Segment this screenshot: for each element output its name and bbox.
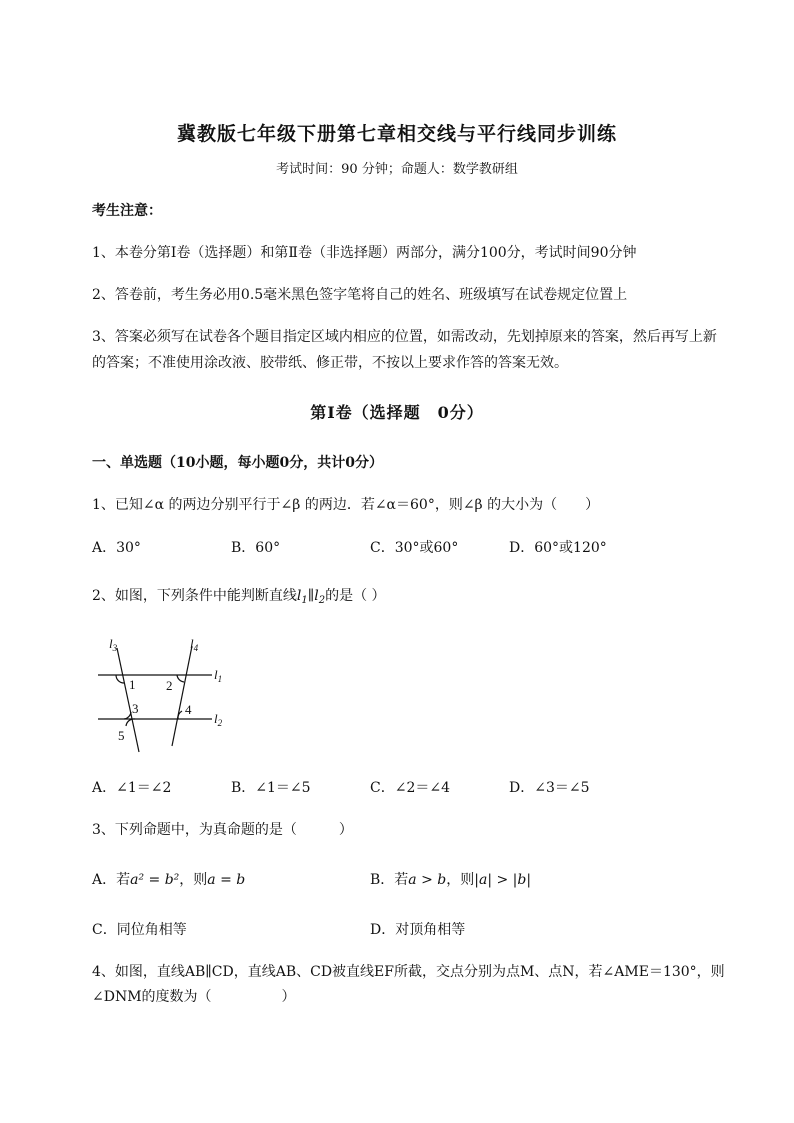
angle-arc-3	[124, 712, 131, 719]
q3-option-a-prefix: A．若	[92, 872, 131, 888]
q2-l1-sub: 1	[301, 595, 308, 606]
q2-parallel: ∥	[307, 588, 315, 604]
q3-option-b-mid: ，则	[446, 872, 475, 888]
q1-option-b[interactable]: B．60°	[231, 540, 281, 556]
q2-stem-prefix: 2、如图，下列条件中能判断直线	[92, 588, 297, 604]
notice-item-1: 1、本卷分第Ⅰ卷（选择题）和第Ⅱ卷（非选择题）两部分，满分100分，考试时间90分钟	[92, 245, 637, 261]
angle-label-2: 2	[166, 678, 173, 693]
label-l1: $l_1$	[214, 667, 223, 684]
q3-stem: 3、下列命题中，为真命题的是（ ）	[92, 822, 353, 838]
q2-l2: l	[314, 588, 319, 604]
notice-item-3-cont: 的答案；不准使用涂改液、胶带纸、修正带，不按以上要求作答的答案无效。	[92, 355, 568, 371]
label-l4: $l_4$	[190, 636, 199, 653]
q4-stem-line2: ∠DNM的度数为（ ）	[92, 989, 296, 1005]
q3-option-b-math: a > b	[408, 872, 447, 888]
q2-option-c[interactable]: C．∠2＝∠4	[370, 780, 450, 796]
angle-label-4: 4	[185, 702, 192, 717]
q3-option-d[interactable]: D．对顶角相等	[370, 922, 466, 938]
label-l2: $l_2$	[214, 711, 223, 728]
q3-option-b-prefix: B．若	[370, 872, 409, 888]
q1-option-a[interactable]: A．30°	[92, 540, 141, 556]
q1-stem: 1、已知∠α 的两边分别平行于∠β 的两边．若∠α＝60°，则∠β 的大小为（ ）	[92, 497, 600, 513]
angle-label-1: 1	[129, 677, 136, 692]
q1-option-c[interactable]: C．30°或60°	[370, 540, 459, 556]
q2-option-a[interactable]: A．∠1＝∠2	[92, 780, 172, 796]
q4-stem-line1: 4、如图，直线AB∥CD，直线AB、CD被直线EF所截，交点分别为点M、点N，若∠AME＝130°，则	[92, 964, 725, 980]
q3-option-c[interactable]: C．同位角相等	[92, 922, 187, 938]
q2-stem	[92, 585, 386, 606]
notice-item-3: 3、答案必须写在试卷各个题目指定区域内相应的位置，如需改动，先划掉原来的答案，然后再写上新	[92, 329, 717, 345]
q2-l1: l	[296, 588, 302, 604]
q2-option-b[interactable]: B．∠1＝∠5	[231, 780, 311, 796]
q3-option-a-math2: a = b	[207, 872, 246, 888]
angle-arc-2	[177, 675, 184, 682]
q3-option-a[interactable]	[92, 869, 245, 889]
q2-option-d[interactable]: D．∠3＝∠5	[509, 780, 590, 796]
angle-label-3: 3	[132, 701, 139, 716]
page-title: 冀教版七年级下册第七章相交线与平行线同步训练	[176, 123, 617, 145]
notice-item-2: 2、答卷前，考生务必用0.5毫米黑色签字笔将自己的姓名、班级填写在试卷规定位置上	[92, 287, 628, 303]
angle-label-5: 5	[118, 728, 125, 743]
notice-heading: 考生注意：	[92, 203, 162, 219]
part-heading: 一、单选题（10小题，每小题0分，共计0分）	[92, 455, 383, 471]
q2-figure	[90, 630, 240, 755]
line-l4	[172, 646, 192, 746]
label-l3: $l_3$	[109, 636, 118, 653]
q3-option-a-math: a² = b²	[130, 872, 180, 888]
q2-stem-suffix: 的是（ ）	[325, 588, 386, 604]
q3-option-b[interactable]	[370, 869, 531, 889]
q1-option-d[interactable]: D．60°或120°	[509, 540, 607, 556]
q3-option-b-math2: |a| > |b|	[474, 872, 532, 888]
q3-option-a-mid: ，则	[179, 872, 208, 888]
section-title: 第Ⅰ卷（选择题 0分）	[310, 403, 484, 422]
q2-l2-sub: 2	[318, 595, 326, 606]
exam-info: 考试时间：90 分钟；命题人：数学教研组	[276, 162, 518, 177]
